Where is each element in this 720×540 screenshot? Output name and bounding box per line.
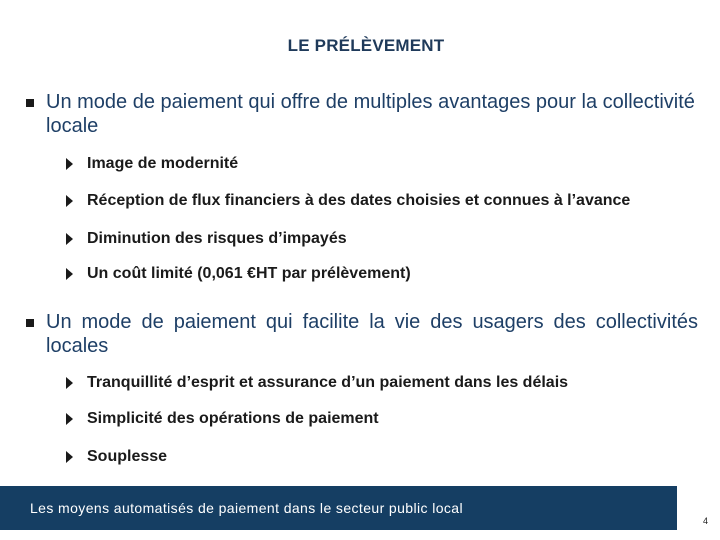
- triangle-bullet-icon: [66, 451, 73, 463]
- sub-item-label: Diminution des risques d’impayés: [87, 230, 347, 247]
- sub-item-label: Image de modernité: [87, 155, 239, 172]
- main-bullet-usagers: [26, 310, 698, 358]
- triangle-bullet-icon: [66, 195, 73, 207]
- sub-item-flux-financiers: [66, 191, 630, 211]
- sub-item-label: Réception de flux financiers à des dates choisies et connues à l’avance: [87, 192, 631, 209]
- sub-item-label: Souplesse: [87, 448, 168, 465]
- main-bullet-text: Un mode de paiement qui facilite la vie des usagers des collectivités locales: [46, 311, 698, 357]
- sub-item-simplicite: [66, 409, 379, 429]
- sub-item-tranquillite: [66, 373, 568, 393]
- square-bullet-icon: [26, 99, 34, 107]
- triangle-bullet-icon: [66, 413, 73, 425]
- main-bullet-text: Un mode de paiement qui offre de multiples avantages pour la collectivité locale: [46, 91, 695, 137]
- sub-item-cout-limite: [66, 264, 411, 284]
- sub-item-modernite: [66, 154, 238, 174]
- triangle-bullet-icon: [66, 268, 73, 280]
- sub-item-label: Simplicité des opérations de paiement: [87, 410, 379, 427]
- slide-title: LE PRÉLÈVEMENT: [287, 36, 445, 55]
- sub-item-label: Tranquillité d’esprit et assurance d’un paiement dans les délais: [87, 374, 569, 391]
- footer-bar: [0, 486, 677, 530]
- page-number: 4: [702, 516, 708, 526]
- square-bullet-icon: [26, 319, 34, 327]
- sub-item-impayes: [66, 229, 347, 249]
- sub-item-label: Un coût limité (0,061 €HT par prélèvement): [87, 265, 411, 282]
- triangle-bullet-icon: [66, 158, 73, 170]
- triangle-bullet-icon: [66, 233, 73, 245]
- main-bullet-advantages-collectivite: [26, 90, 698, 138]
- sub-item-souplesse: [66, 447, 167, 467]
- triangle-bullet-icon: [66, 377, 73, 389]
- footer-text: Les moyens automatisés de paiement dans le secteur public local: [30, 500, 463, 516]
